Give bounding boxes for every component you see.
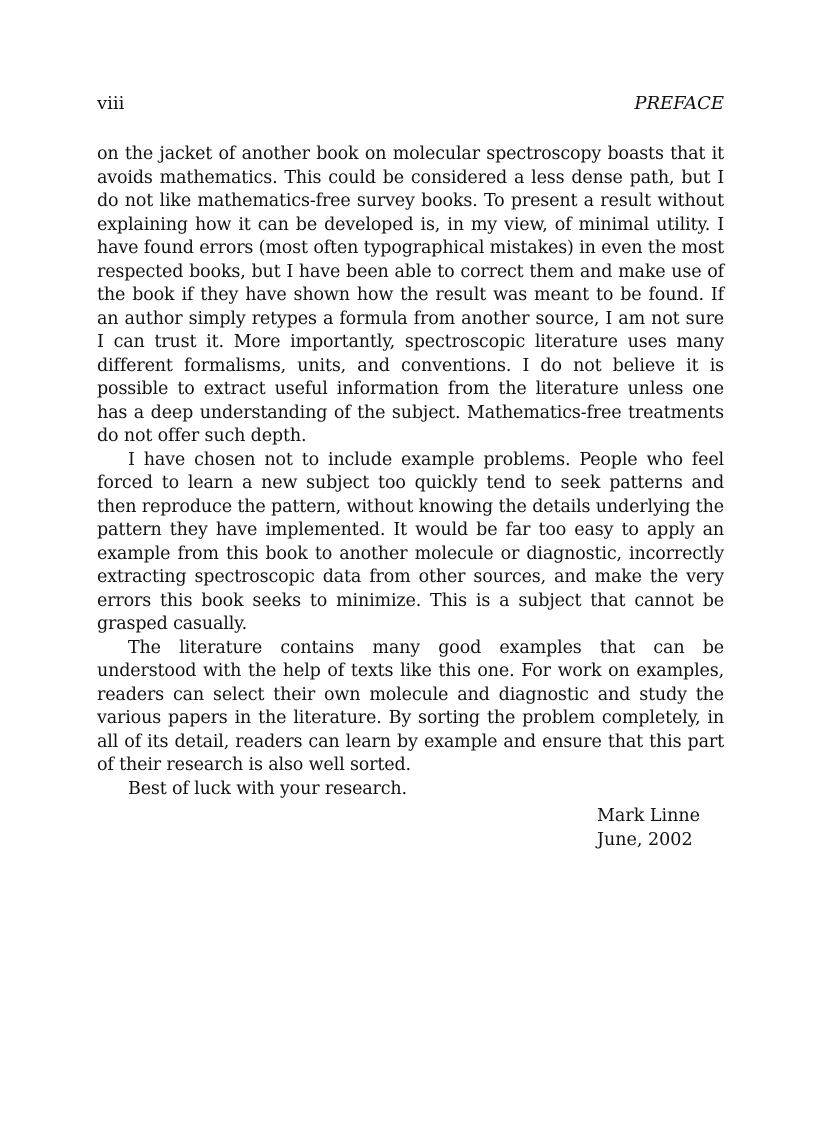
running-head [97, 92, 724, 116]
signature-block [597, 805, 700, 852]
paragraph-continued: on the jacket of another book on molecular spectroscopy boasts that it avoids mathematics. This could be considered a less dense path, but I do not like mathematics-free survey books. To present a result without explaining how it can be developed is, in my view, of minimal utility. I have found errors (most often typographical mistakes) in even the most respected books, but I have been able to correct them and make use of the book if they have shown how the result was meant to be found. If an author simply retypes a formula from another source, I am not sure I can trust it. More importantly, spectroscopic literature uses many different formalisms, units, and conventions. I do not believe it is possible to extract useful information from the literature unless one has a deep understanding of the subject. Mathematics-free treatments do not offer such depth. [97, 144, 724, 446]
book-page [97, 0, 724, 1123]
section-title: PREFACE [634, 93, 724, 114]
closing-line: Best of luck with your research. [128, 778, 407, 799]
preface-body [97, 143, 724, 801]
paragraph: I have chosen not to include example problems. People who feel forced to learn a new subject too quickly tend to seek patterns and then reproduce the pattern, without knowing the details underlying the pattern they have implemented. It would be far too easy to apply an example from this book to another molecule or diagnostic, incorrectly extracting spectroscopic data from other sources, and make the very errors this book seeks to minimize. This is a subject that cannot be grasped casually. [97, 449, 724, 634]
paragraph: The literature contains many good examples that can be understood with the help of texts like this one. For work on examples, readers can select their own molecule and diagnostic and study the various papers in the literature. By sorting the problem completely, in all of its detail, readers can learn by example and ensure that this part of their research is also well sorted. [97, 637, 724, 775]
author-name: Mark Linne [597, 806, 701, 826]
page-number: viii [97, 93, 125, 114]
signature-date: June, 2002 [597, 829, 693, 850]
